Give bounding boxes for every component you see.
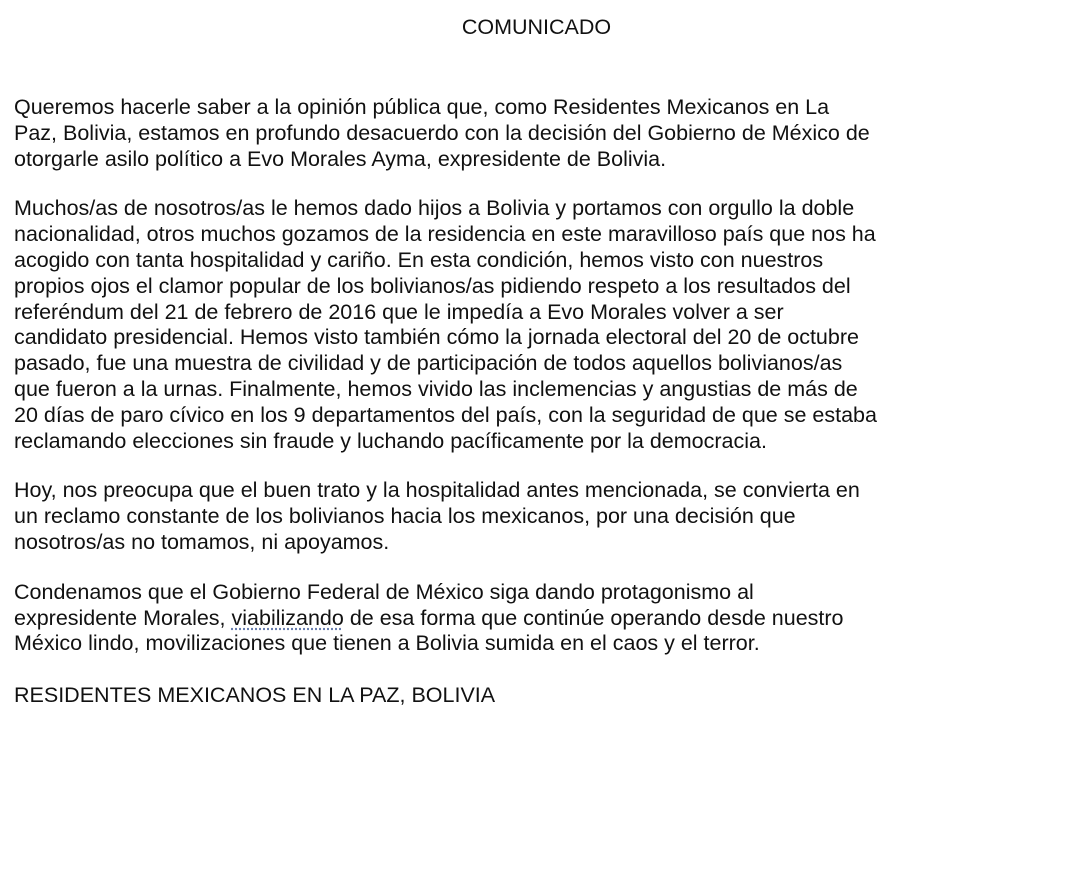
- paragraph-line: que fueron a la urnas. Finalmente, hemos vivido las inclemencias y angustias de más de: [14, 376, 858, 401]
- paragraph-line: pasado, fue una muestra de civilidad y de participación de todos aquellos bolivianos/as: [14, 351, 843, 376]
- spellcheck-underlined-word: viabilizando: [231, 605, 344, 630]
- paragraph-line: propios ojos el clamor popular de los bolivianos/as pidiendo respeto a los resultados del: [14, 273, 851, 298]
- paragraph-1: [14, 95, 1059, 172]
- paragraph-line: un reclamo constante de los bolivianos hacia los mexicanos, por una decisión que: [14, 504, 796, 529]
- paragraph-4: [14, 580, 1059, 657]
- document-body: [14, 14, 1059, 709]
- paragraph-line: Muchos/as de nosotros/as le hemos dado hijos a Bolivia y portamos con orgullo la doble: [14, 196, 855, 221]
- paragraph-line: acogido con tanta hospitalidad y cariño. En esta condición, hemos visto con nuestros: [14, 247, 824, 272]
- paragraph-line: reclamando elecciones sin fraude y luchando pacíficamente por la democracia.: [14, 428, 767, 453]
- paragraph-line: nacionalidad, otros muchos gozamos de la residencia en este maravilloso país que nos ha: [14, 222, 876, 247]
- signature: RESIDENTES MEXICANOS EN LA PAZ, BOLIVIA: [14, 683, 496, 708]
- paragraph-line: Condenamos que el Gobierno Federal de México siga dando protagonismo al: [14, 579, 754, 604]
- paragraph-2: [14, 196, 1059, 454]
- line-text-before: expresidente Morales,: [14, 605, 232, 630]
- paragraph-line: México lindo, movilizaciones que tienen a Bolivia sumida en el caos y el terror.: [14, 631, 760, 656]
- paragraph-line: 20 días de paro cívico en los 9 departamentos del país, con la seguridad de que se estaba: [14, 402, 877, 427]
- paragraph-line: candidato presidencial. Hemos visto también cómo la jornada electoral del 20 de octubre: [14, 325, 859, 350]
- paragraph-line-with-spellcheck: [14, 606, 1059, 632]
- paragraph-line: otorgarle asilo político a Evo Morales Ayma, expresidente de Bolivia.: [14, 146, 667, 171]
- line-text-after: de esa forma que continúe operando desde nuestro: [343, 605, 844, 630]
- paragraph-3: [14, 478, 1059, 555]
- paragraph-line: referéndum del 21 de febrero de 2016 que le impedía a Evo Morales volver a ser: [14, 299, 784, 324]
- paragraph-line: Queremos hacerle saber a la opinión pública que, como Residentes Mexicanos en La: [14, 95, 830, 119]
- paragraph-line: nosotros/as no tomamos, ni apoyamos.: [14, 529, 390, 554]
- paragraph-line: Hoy, nos preocupa que el buen trato y la hospitalidad antes mencionada, se convierta en: [14, 478, 860, 503]
- document-title: COMUNICADO: [461, 15, 612, 39]
- paragraph-line: Paz, Bolivia, estamos en profundo desacuerdo con la decisión del Gobierno de México de: [14, 120, 870, 145]
